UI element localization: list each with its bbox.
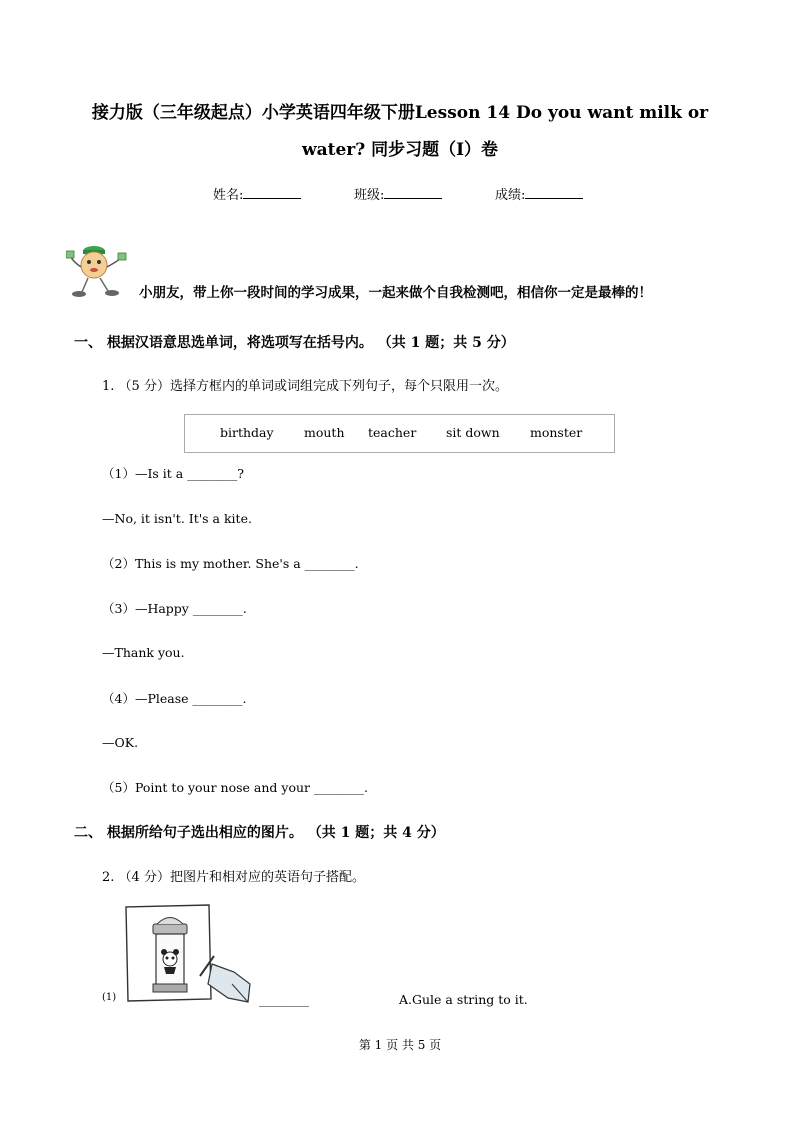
name-field[interactable] — [213, 184, 301, 203]
q1-line-7: —OK. — [102, 735, 139, 750]
panda-jar-drawing-icon — [122, 904, 254, 1004]
section2-heading: 二、 根据所给句子选出相应的图片。 （共 1 题；共 4 分） — [74, 825, 445, 841]
page-title-line2: water? 同步习题（I）卷 — [301, 140, 499, 160]
q1-line-3: （2）This is my mother. She's a ________. — [102, 556, 359, 571]
page-number: 第 1 页 共 5 页 — [358, 1038, 442, 1052]
score-label: 成绩: — [495, 188, 526, 203]
q1-line-5: —Thank you. — [102, 645, 185, 660]
mascot-icon — [66, 243, 128, 299]
class-label: 班级: — [354, 188, 385, 203]
word-mouth: mouth — [304, 425, 345, 440]
question1-text: 1. （5 分）选择方框内的单词或词组完成下列句子，每个只限用一次。 — [102, 379, 508, 394]
section1-heading: 一、 根据汉语意思选单词，将选项写在括号内。 （共 1 题；共 5 分） — [74, 335, 515, 351]
class-blank[interactable] — [384, 198, 442, 199]
class-field[interactable] — [354, 184, 442, 203]
q1-line-4: （3）—Happy ________. — [102, 601, 247, 616]
q1-line-8: （5）Point to your nose and your ________. — [102, 780, 368, 795]
encouragement-text: 小朋友，带上你一段时间的学习成果，一起来做个自我检测吧，相信你一定是最棒的！ — [139, 285, 652, 301]
question2-text: 2. （4 分）把图片和相对应的英语句子搭配。 — [102, 870, 365, 885]
q1-line-1: （1）—Is it a ________? — [102, 466, 244, 481]
q1-line-2: —No, it isn't. It's a kite. — [102, 511, 252, 526]
name-blank[interactable] — [243, 198, 301, 199]
score-blank[interactable] — [525, 198, 583, 199]
q2-answer-blank[interactable]: ________ — [259, 992, 309, 1007]
word-monster: monster — [530, 425, 583, 440]
score-field[interactable] — [495, 184, 583, 203]
q1-line-6: （4）—Please ________. — [102, 691, 247, 706]
word-sit-down: sit down — [446, 425, 500, 440]
q2-item-label: (1) — [102, 992, 117, 1003]
page-title-line1: 接力版（三年级起点）小学英语四年级下册Lesson 14 Do you want milk or — [91, 103, 709, 123]
word-birthday: birthday — [220, 425, 274, 440]
name-label: 姓名: — [213, 188, 244, 203]
word-teacher: teacher — [368, 425, 417, 440]
q2-option-a: A.Gule a string to it. — [399, 992, 528, 1007]
word-box — [184, 414, 615, 453]
